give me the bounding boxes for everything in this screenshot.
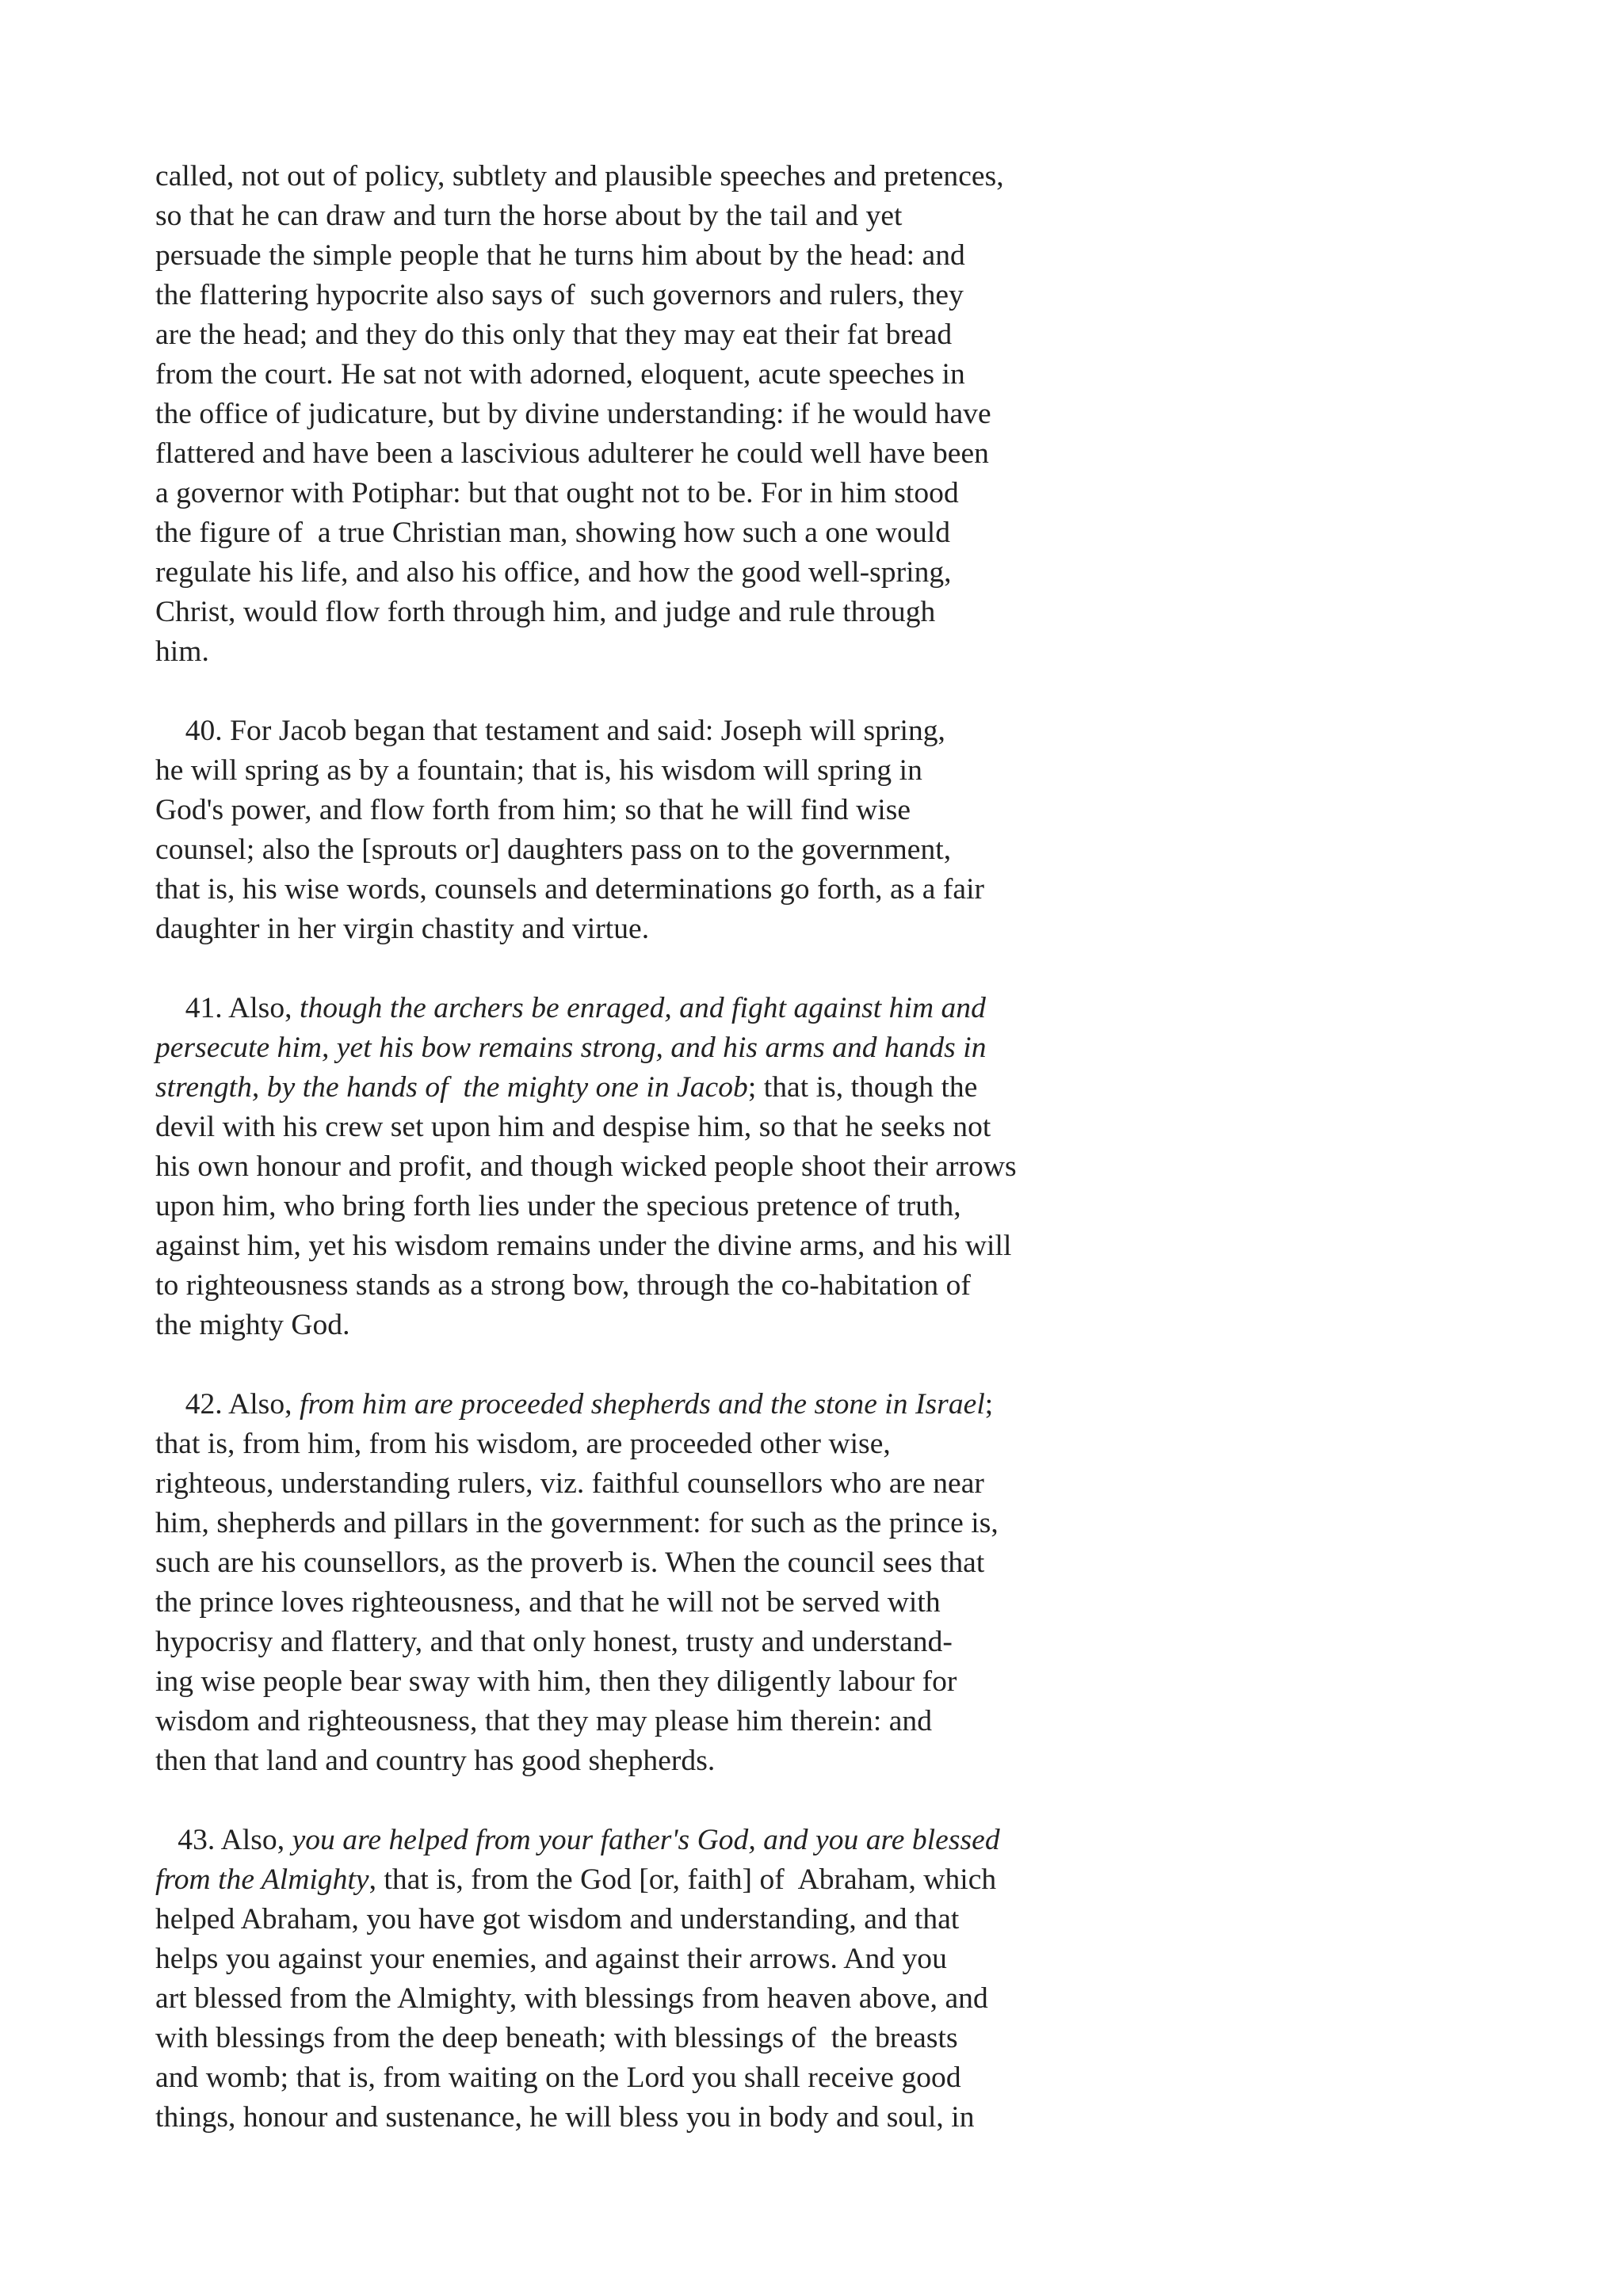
text-line: [155, 196, 1296, 236]
text-line: [155, 1306, 1296, 1345]
text-line: [155, 910, 1296, 949]
text-run: such are his counsellors, as the proverb is. When the council sees that: [155, 1547, 985, 1579]
paragraph-gap: [155, 1781, 1296, 1821]
text-line: [155, 474, 1296, 513]
text-run: , that is, from the God [or, faith] of Abraham, which: [369, 1863, 997, 1896]
text-run: called, not out of policy, subtlety and plausible speeches and pretences,: [155, 160, 1004, 193]
italic-text: though the archers be enraged, and fight against him and: [299, 992, 986, 1024]
italic-text: strength, by the hands of the mighty one in Jacob: [155, 1071, 748, 1104]
text-run: to righteousness stands as a strong bow, through the co-habitation of: [155, 1269, 971, 1302]
text-line: [155, 1504, 1296, 1543]
text-line: [155, 513, 1296, 553]
text-line: [155, 434, 1296, 474]
text-line: [155, 2019, 1296, 2058]
text-line: [155, 1979, 1296, 2019]
text-run: 40. For Jacob began that testament and said: Joseph will spring,: [155, 715, 945, 747]
text-run: devil with his crew set upon him and despise him, so that he seeks not: [155, 1111, 991, 1143]
text-line: [155, 1147, 1296, 1187]
text-run: the flattering hypocrite also says of such governors and rulers, they: [155, 279, 964, 311]
text-run: ing wise people bear sway with him, then they diligently labour for: [155, 1665, 957, 1698]
text-line: [155, 276, 1296, 315]
text-run: regulate his life, and also his office, and how the good well-spring,: [155, 556, 952, 589]
text-line: [155, 1425, 1296, 1464]
italic-text: from him are proceeded shepherds and the stone in Israel: [299, 1388, 985, 1421]
text-run: helps you against your enemies, and against their arrows. And you: [155, 1943, 947, 1975]
text-run: persuade the simple people that he turns him about by the head: and: [155, 239, 965, 272]
paragraph-p42: [155, 1385, 1296, 1781]
text-line: [155, 395, 1296, 434]
text-run: that is, his wise words, counsels and determinations go forth, as a fair: [155, 873, 985, 906]
text-line: [155, 751, 1296, 791]
text-run: daughter in her virgin chastity and virtue.: [155, 913, 650, 945]
paragraph-p41: [155, 989, 1296, 1345]
document-page: [155, 157, 1296, 2138]
text-line: [155, 1741, 1296, 1781]
text-run: and womb; that is, from waiting on the Lord you shall receive good: [155, 2061, 961, 2094]
text-line: [155, 1028, 1296, 1068]
text-line: [155, 632, 1296, 672]
paragraph-p39-tail: [155, 157, 1296, 672]
text-run: hypocrisy and flattery, and that only honest, trusty and understand-: [155, 1626, 953, 1658]
text-run: things, honour and sustenance, he will bless you in body and soul, in: [155, 2101, 975, 2134]
italic-text: persecute him, yet his bow remains strong, and his arms and hands in: [155, 1032, 987, 1064]
text-run: the mighty God.: [155, 1309, 350, 1341]
italic-text: from the Almighty: [155, 1863, 369, 1896]
text-line: [155, 1900, 1296, 1939]
text-run: 43. Also,: [155, 1824, 292, 1856]
text-run: righteous, understanding rulers, viz. faithful counsellors who are near: [155, 1467, 984, 1500]
text-run: God's power, and flow forth from him; so that he will find wise: [155, 794, 911, 826]
paragraph-p40: [155, 711, 1296, 949]
paragraph-p43: [155, 1821, 1296, 2138]
text-run: art blessed from the Almighty, with blessings from heaven above, and: [155, 1982, 988, 2015]
paragraph-gap: [155, 1345, 1296, 1385]
text-run: then that land and country has good shepherds.: [155, 1745, 716, 1777]
text-run: against him, yet his wisdom remains under the divine arms, and his will: [155, 1230, 1012, 1262]
text-line: [155, 1702, 1296, 1741]
text-line: [155, 1464, 1296, 1504]
text-line: [155, 157, 1296, 196]
text-line: [155, 1068, 1296, 1108]
text-run: he will spring as by a fountain; that is, his wisdom will spring in: [155, 754, 922, 787]
text-line: [155, 1385, 1296, 1425]
text-run: the prince loves righteousness, and that he will not be served with: [155, 1586, 941, 1619]
text-line: [155, 2058, 1296, 2098]
text-run: wisdom and righteousness, that they may please him therein: and: [155, 1705, 933, 1737]
text-run: 41. Also,: [155, 992, 300, 1024]
text-line: [155, 1662, 1296, 1702]
text-line: [155, 989, 1296, 1028]
text-run: so that he can draw and turn the horse about by the tail and yet: [155, 200, 903, 232]
text-line: [155, 315, 1296, 355]
text-line: [155, 1821, 1296, 1860]
text-line: [155, 791, 1296, 830]
text-run: the figure of a true Christian man, showing how such a one would: [155, 517, 951, 549]
text-line: [155, 1623, 1296, 1662]
text-line: [155, 1543, 1296, 1583]
text-run: from the court. He sat not with adorned, eloquent, acute speeches in: [155, 358, 965, 391]
text-line: [155, 1860, 1296, 1900]
text-line: [155, 2098, 1296, 2138]
text-line: [155, 236, 1296, 276]
text-run: upon him, who bring forth lies under the specious pretence of truth,: [155, 1190, 961, 1222]
text-run: him.: [155, 635, 209, 668]
text-run: helped Abraham, you have got wisdom and understanding, and that: [155, 1903, 960, 1936]
text-line: [155, 1226, 1296, 1266]
text-line: [155, 355, 1296, 395]
text-run: a governor with Potiphar: but that ought not to be. For in him stood: [155, 477, 959, 509]
text-run: ; that is, though the: [747, 1071, 978, 1104]
italic-text: you are helped from your father's God, and you are blessed: [292, 1824, 1000, 1856]
text-line: [155, 711, 1296, 751]
text-run: are the head; and they do this only that they may eat their fat bread: [155, 318, 953, 351]
text-run: his own honour and profit, and though wicked people shoot their arrows: [155, 1150, 1017, 1183]
text-run: the office of judicature, but by divine understanding: if he would have: [155, 398, 991, 430]
text-run: 42. Also,: [155, 1388, 300, 1421]
text-run: ;: [984, 1388, 994, 1421]
text-run: him, shepherds and pillars in the government: for such as the prince is,: [155, 1507, 999, 1539]
text-line: [155, 1187, 1296, 1226]
text-line: [155, 1108, 1296, 1147]
text-line: [155, 593, 1296, 632]
text-run: with blessings from the deep beneath; with blessings of the breasts: [155, 2022, 958, 2054]
text-line: [155, 553, 1296, 593]
text-run: Christ, would flow forth through him, and judge and rule through: [155, 596, 936, 628]
text-run: that is, from him, from his wisdom, are proceeded other wise,: [155, 1428, 891, 1460]
paragraph-gap: [155, 672, 1296, 711]
text-line: [155, 1266, 1296, 1306]
paragraph-gap: [155, 949, 1296, 989]
text-line: [155, 1583, 1296, 1623]
text-line: [155, 830, 1296, 870]
text-run: counsel; also the [sprouts or] daughters pass on to the government,: [155, 833, 952, 866]
text-run: flattered and have been a lascivious adulterer he could well have been: [155, 437, 989, 470]
text-line: [155, 870, 1296, 910]
text-line: [155, 1939, 1296, 1979]
